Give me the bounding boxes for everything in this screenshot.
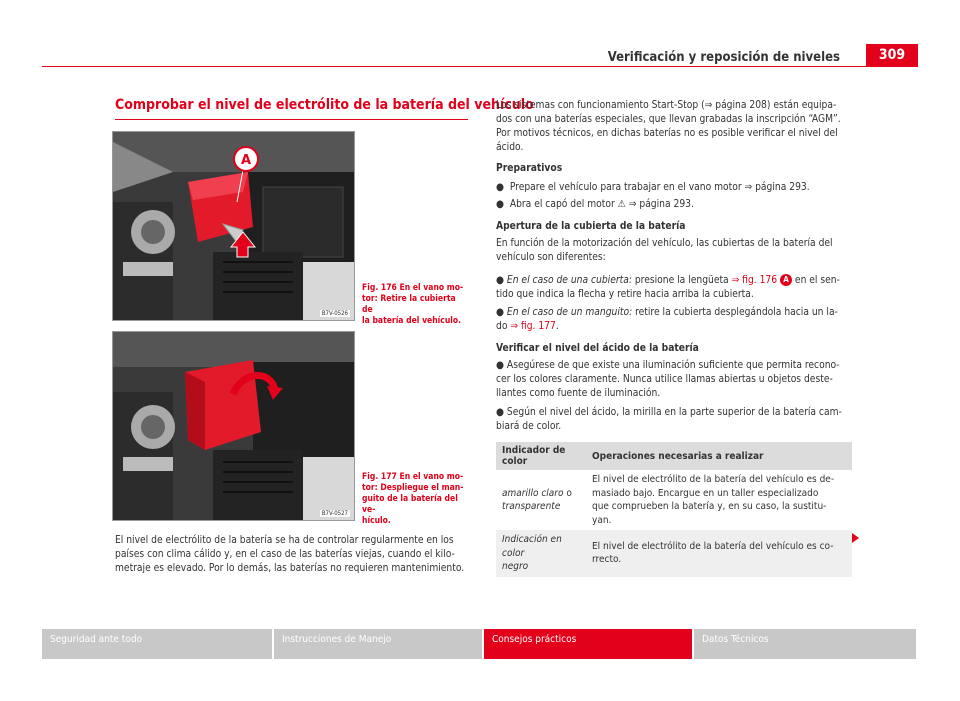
color-indicator-table bbox=[496, 442, 852, 577]
indicator-text: amarillo claro bbox=[502, 487, 564, 499]
case-2-text-a: retire la cubierta desplegándola hacia un la- do bbox=[496, 307, 838, 332]
warning-icon: ⚠ bbox=[617, 199, 626, 210]
prep-heading: Preparativos bbox=[496, 163, 563, 174]
figure-176-marker: A bbox=[240, 153, 252, 168]
check-item-1 bbox=[496, 359, 856, 401]
bullet: ● bbox=[496, 407, 504, 418]
prep-item-1 bbox=[496, 181, 856, 195]
case-1-item bbox=[496, 274, 856, 302]
indicator-conjunction: o bbox=[563, 487, 572, 499]
figure-177-image bbox=[112, 331, 355, 521]
figure-176-caption: Fig. 176 En el vano mo- tor: Retire la cubierta de la batería del vehículo. bbox=[362, 283, 464, 326]
table-header-cell: Operaciones necesarias a realizar bbox=[586, 442, 852, 470]
figure-177-code: B7V-0527 bbox=[321, 510, 348, 517]
bullet: ● bbox=[496, 307, 504, 318]
bullet: ● bbox=[496, 275, 504, 286]
continue-arrow-icon bbox=[852, 533, 859, 543]
case-1-label: En el caso de una cubierta: bbox=[506, 275, 632, 286]
table-row bbox=[496, 530, 852, 577]
intro-paragraph: Los sistemas con funcionamiento Start-Stop (⇒ página 208) están equipa- dos con una baterías especiales, que llevan grabadas la inscripción “AGM”. Por motivos técnicos, en dichas baterías no es posible verificar el nivel del ácido. bbox=[496, 100, 841, 153]
bullet: ● bbox=[496, 182, 504, 193]
check-heading: Verificar el nivel del ácido de la batería bbox=[496, 343, 699, 354]
check-item-2-text: Según el nivel del ácido, la mirilla en la parte superior de la batería cam- biará de color. bbox=[496, 407, 842, 432]
table-header-cell: Indicador de color bbox=[496, 442, 586, 470]
case-2-text-b: . bbox=[555, 321, 559, 332]
figure-176-code: B7V-0526 bbox=[321, 310, 348, 317]
case-1-figure-link[interactable]: ⇒ fig. 176 bbox=[731, 275, 778, 286]
prep-item-2-text: Abra el capó del motor bbox=[509, 199, 615, 210]
footer-tab-consejos[interactable]: Consejos prácticos bbox=[484, 629, 692, 659]
table-cell-action: El nivel de electrólito de la batería del vehículo es de- masiado bajo. Encargue en un taller especializado que comprueben la batería y, en su caso, la sustitu- yan. bbox=[586, 470, 852, 530]
open-text: En función de la motorización del vehículo, las cubiertas de la batería del vehículo son diferentes: bbox=[496, 238, 833, 263]
prep-item-2-ref: ⇒ página 293. bbox=[628, 199, 694, 210]
indicator-text-2: transparente bbox=[502, 501, 561, 512]
case-2-figure-link[interactable]: ⇒ fig. 177 bbox=[510, 321, 556, 332]
section-title: Comprobar el nivel de electrólito de la batería del vehículo bbox=[115, 97, 534, 113]
check-item-1-text: Asegúrese de que existe una iluminación suficiente que permita recono- cer los colores claramente. Nunca utilice llamas abiertas u objetos deste- llantes como fuente de iluminación. bbox=[496, 360, 840, 399]
case-1-text-b: en el sen- tido que indica la flecha y retire hacia arriba la cubierta. bbox=[496, 275, 840, 300]
table-cell-action: El nivel de electrólito de la batería del vehículo es co- rrecto. bbox=[586, 530, 852, 577]
header-divider bbox=[42, 66, 918, 67]
prep-item-1-text: Prepare el vehículo para trabajar en el vano motor ⇒ página 293. bbox=[509, 182, 810, 193]
table-header-row bbox=[496, 442, 852, 470]
case-2-label: En el caso de un manguito: bbox=[506, 307, 633, 318]
figure-177-caption: Fig. 177 En el vano mo- tor: Despliegue el man- guito de la batería del ve- hículo. bbox=[362, 472, 464, 526]
footer-tab-seguridad[interactable]: Seguridad ante todo bbox=[42, 629, 272, 659]
footer-nav bbox=[42, 629, 918, 659]
table-cell-indicator: Indicación en color negro bbox=[496, 530, 586, 577]
footer-tab-instrucciones[interactable]: Instrucciones de Manejo bbox=[274, 629, 482, 659]
bullet: ● bbox=[496, 199, 504, 210]
running-header-title: Verificación y reposición de niveles bbox=[607, 50, 840, 65]
bullet: ● bbox=[496, 360, 504, 371]
marker-a-badge: A bbox=[780, 274, 792, 286]
open-heading: Apertura de la cubierta de la batería bbox=[496, 221, 686, 232]
figure-176-image bbox=[112, 131, 355, 321]
check-item-2 bbox=[496, 406, 856, 434]
section-divider bbox=[115, 119, 468, 120]
engine-bay-illustration-2 bbox=[113, 332, 354, 520]
prep-item-2 bbox=[496, 198, 856, 212]
case-2-item bbox=[496, 306, 856, 334]
footer-tab-datos[interactable]: Datos Técnicos bbox=[694, 629, 916, 659]
engine-bay-illustration bbox=[113, 132, 354, 320]
left-paragraph: El nivel de electrólito de la batería se ha de controlar regularmente en los países con clima cálido y, en el caso de las baterías viejas, cuando el kilo- metraje es elevado. Por lo demás, las baterías no requieren mantenimiento. bbox=[115, 535, 465, 574]
table-cell-indicator bbox=[496, 470, 586, 530]
case-1-text-a: presione la lengüeta bbox=[631, 275, 732, 286]
table-row bbox=[496, 470, 852, 530]
page-number: 309 bbox=[866, 44, 918, 67]
